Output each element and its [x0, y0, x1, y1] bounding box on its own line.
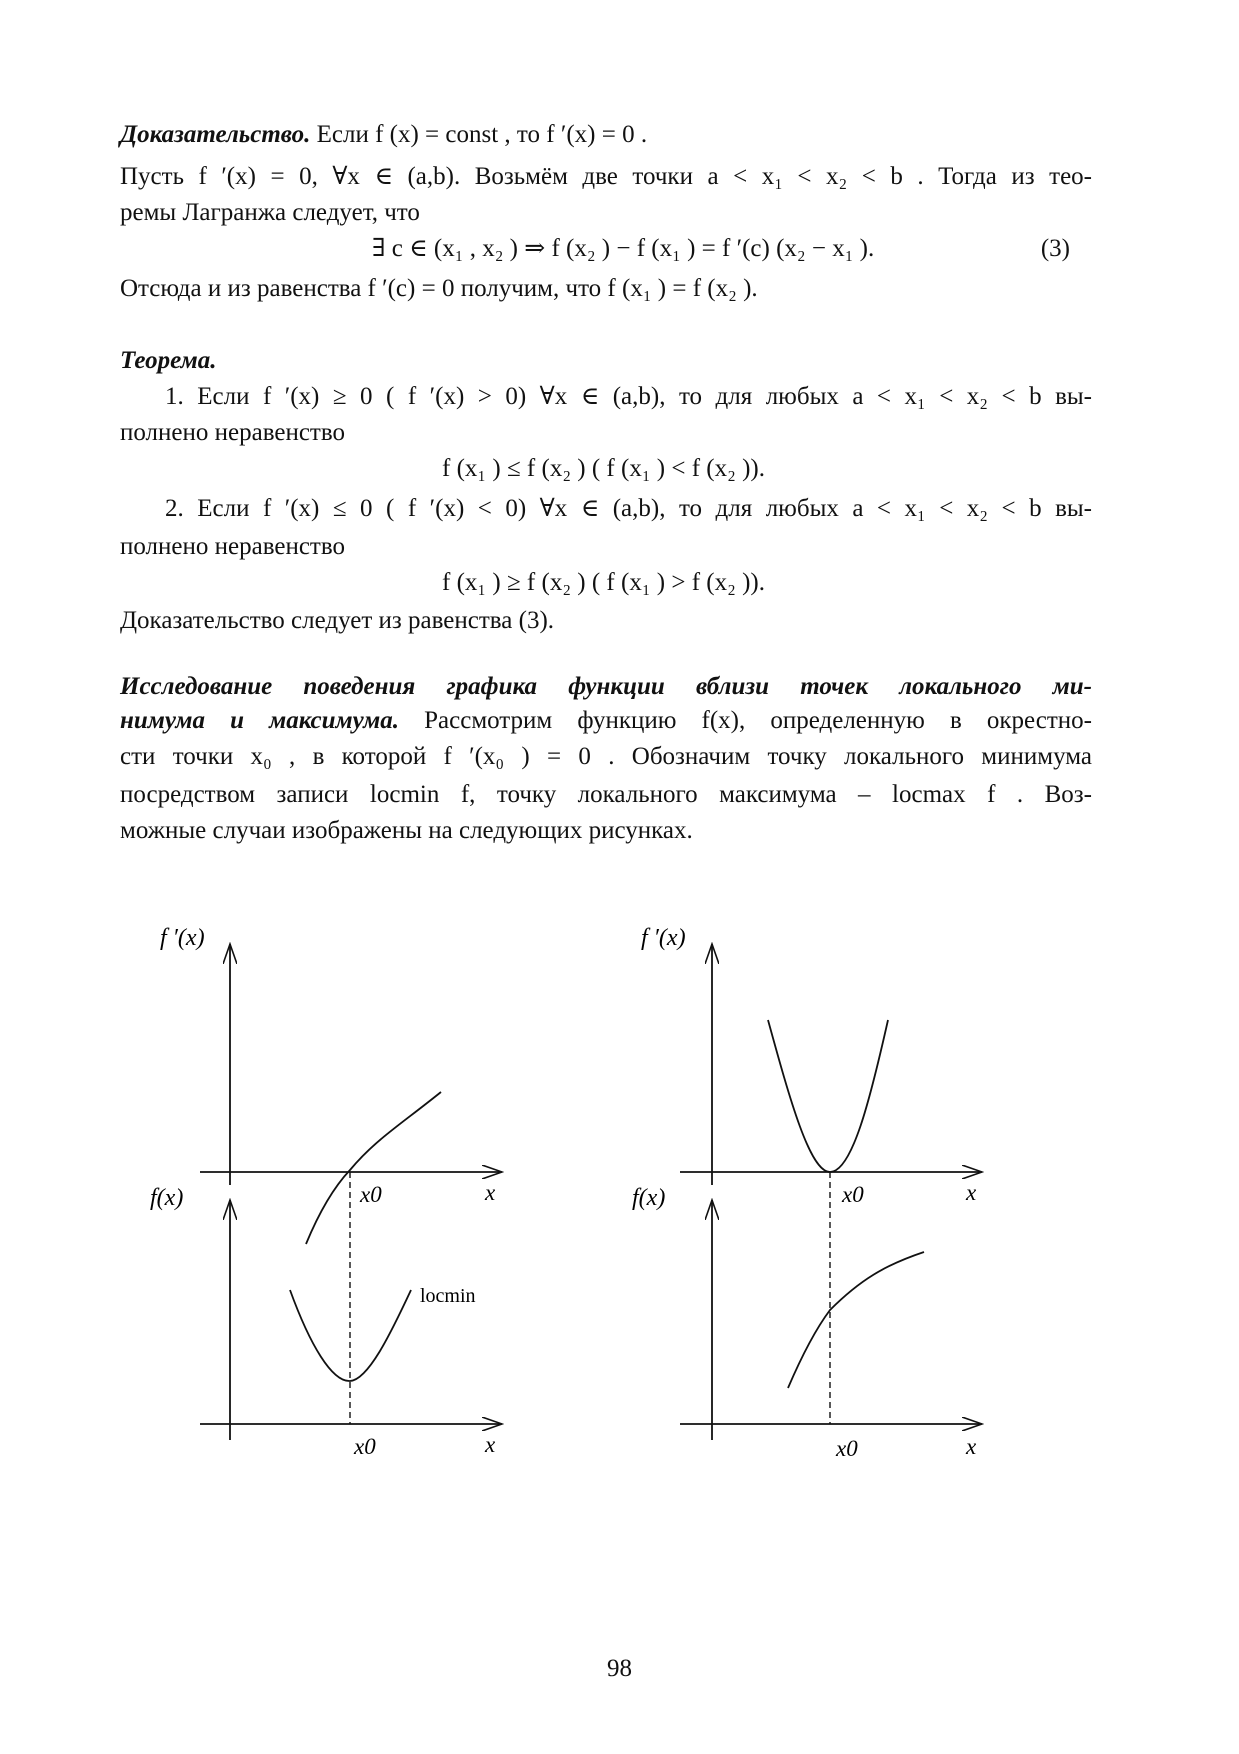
page-number: 98: [607, 1655, 632, 1682]
theorem-item-1-line-2: полнено неравенство: [120, 419, 345, 446]
right-x-top-label: x: [966, 1180, 977, 1205]
study-line-2-text: Рассмотрим функцию f(x), определенную в окрестно-: [399, 707, 1092, 734]
theorem-conclusion: Доказательство следует из равенства (3).: [120, 607, 555, 634]
right-x0-top-label: x0: [842, 1182, 864, 1207]
study-line-3: сти точки x₀ , в которой f ′(x₀ ) = 0 . Обозначим точку локального минимума: [120, 743, 1092, 770]
proof-equation: ∃ c ∈ (x₁ , x₂ ) ⇒ f (x₂ ) − f (x₁ ) = f ′(c) (x₂ − x₁ ).: [372, 235, 875, 262]
left-figure: [200, 944, 502, 1440]
theorem-heading: Теорема.: [120, 347, 217, 374]
left-x0-top-label: x0: [360, 1182, 382, 1207]
theorem-item-2-formula: f (x₁ ) ≥ f (x₂ ) ( f (x₁ ) > f (x₂ )).: [442, 569, 765, 596]
theorem-item-1-line-1: 1. Если f ′(x) ≥ 0 ( f ′(x) > 0) ∀x ∈ (a,b), то для любых a < x₁ < x₂ < b вы-: [165, 383, 1092, 410]
right-fprime-curve: [768, 1020, 888, 1172]
right-x-bottom-label: x: [966, 1434, 977, 1459]
left-fprime-curve: [306, 1092, 441, 1244]
study-line-4: посредством записи locmin f, точку локального максимума – locmax f . Воз-: [120, 781, 1092, 808]
proof-line-5: Отсюда и из равенства f ′(c) = 0 получим, что f (x₁ ) = f (x₂ ).: [120, 275, 758, 302]
theorem-item-2-line-1: 2. Если f ′(x) ≤ 0 ( f ′(x) < 0) ∀x ∈ (a,b), то для любых a < x₁ < x₂ < b вы-: [165, 495, 1092, 522]
theorem-item-1-formula: f (x₁ ) ≤ f (x₂ ) ( f (x₁ ) < f (x₂ )).: [442, 455, 765, 482]
proof-line-2: Пусть f ′(x) = 0, ∀x ∈ (a,b). Возьмём две точки a < x₁ < x₂ < b . Тогда из тео-: [120, 163, 1092, 190]
left-x-top-label: x: [485, 1180, 496, 1205]
right-fprime-label: f ′(x): [641, 925, 686, 951]
left-f-label: f(x): [150, 1185, 184, 1211]
right-x0-bottom-label: x0: [836, 1436, 858, 1461]
study-heading-line-2: нимума и максимума.: [120, 707, 399, 734]
study-line-5: можные случаи изображены на следующих рисунках.: [120, 817, 693, 844]
right-figure: [680, 944, 982, 1440]
left-x-bottom-label: x: [485, 1432, 496, 1457]
proof-line-1-text: Если f (x) = const , то f ′(x) = 0 .: [310, 121, 648, 148]
study-heading-line-1: Исследование поведения графика функции вблизи точек локального ми-: [120, 673, 1092, 700]
right-f-label: f(x): [632, 1185, 666, 1211]
proof-heading: Доказательство.: [120, 121, 311, 148]
right-f-curve: [788, 1252, 924, 1388]
equation-number: (3): [1040, 235, 1070, 262]
theorem-item-2-line-2: полнено неравенство: [120, 533, 345, 560]
left-fprime-label: f ′(x): [160, 925, 205, 951]
left-x0-bottom-label: x0: [354, 1434, 376, 1459]
left-locmin-annotation: locmin: [420, 1285, 476, 1307]
proof-line-3: ремы Лагранжа следует, что: [120, 199, 420, 226]
